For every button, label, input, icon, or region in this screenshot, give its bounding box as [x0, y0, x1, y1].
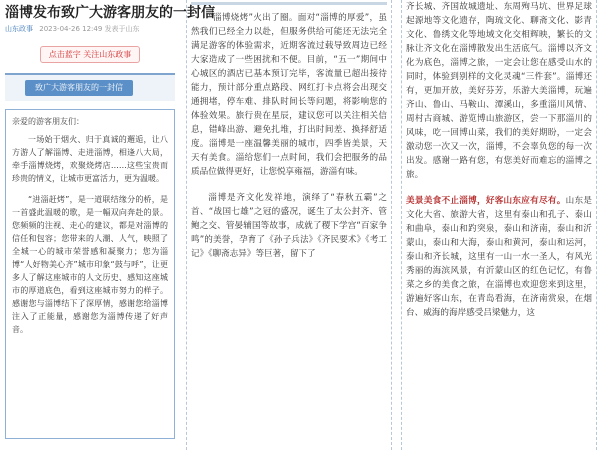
letter-paragraph-highlight [406, 194, 592, 320]
article-date: 2023-04-26 12:49 [39, 25, 103, 33]
letter-paragraph: “进淄赶烤”，是一道联结缘分的桥，是一首盛此温暖的歌，是一幅双向奔赴的景。您频频的注视、走心的建议，都是对淄博的信任和包容；您带来的人潮、人气，映照了全城一心的城市荣誉感和凝聚力；您为淄博“人好物美心齐”城市印象“鼓与呼”，让更多人了解这座城市的人文历史、感知这座城市的厚道底色，看到这座城市努力的样子。感谢您与淄博结下了深厚情，感谢您给淄博注入了正能量，感谢您为淄博传递了好声音。 [12, 195, 168, 334]
follow-prompt-wrap [3, 42, 177, 63]
letter-body [5, 109, 175, 439]
letter-paragraph: 淄博是齐文化发祥地，演绎了“春秋五霸”之首、“战国七雄”之冠的盛况，诞生了太公封齐、管鲍之交、管晏辅国等故事，成就了稷下学宫“百家争鸣”的美誉，孕育了《孙子兵法》《齐民要术》《考工记》《聊斋志异》等巨著，留下了 [191, 193, 387, 259]
article-meta [5, 24, 175, 34]
letter-banner-ribbon: 致广大游客朋友的一封信 [25, 80, 133, 96]
article-author-link[interactable]: 山东政事 [5, 25, 33, 33]
letter-banner [5, 73, 175, 101]
article-title: 淄博发布致广大游客朋友的一封信 [5, 5, 215, 21]
follow-prompt-button[interactable]: 点击蓝字 关注山东政事 [40, 46, 141, 63]
letter-paragraph-text: 美景美食不止淄博，好客山东应有尽有。山东是文化大省、旅游大省，这里有泰山和孔子、泰山和曲阜，泰山和趵突泉，泰山和济南，泰山和沂蒙山，泰山和大海，泰山和黄河，泰山和运河，泰山和齐长城，这里有一山一水一圣人，有风光秀丽的海滨风景，有沂蒙山区的红色记忆，有鲁菜之乡的美食之旅，在淄博也欢迎您来到这里，游遍好客山东，在青岛看海，在济南赏泉，在烟台、威海的海岸感受吕梁魅力，这 [406, 196, 592, 318]
letter-paragraph: 齐长城、齐国故城遗址、东周殉马坑、世界足球起源地等文化遗存，陶琉文化、聊斋文化、影青文化、鲁绣文化等地域文化交相辉映，繁长的文脉让齐文化在淄博散发出生活底气。淄博以齐文化为底色，淄博之旅，一定会让您在感受山水的同时，体验到别样的文化灵魂“三件套”。淄博还有，更加开放，美好芬芳，乐游大美淄博，玩遍齐山、鲁山、马鞍山、潭溪山，多重淄川风情、周村古商城、游览博山旅游区，尝一下那淄川的风味，吃一回博山菜，我们的美好期盼，一定会激动您一次又一次，淄博，不会辜负您的每一次出发。感谢一路有您，有您美好而难忘的淄博之旅。 [406, 2, 592, 180]
column-top-divider [191, 2, 387, 5]
letter-paragraph: 一场始于烟火、归于真诚的邂逅，让八方游人了解淄博、走进淄博，相逢八大局，牵手淄博烧烤，欢聚烧烤店……这些宝贵而珍贵的情义，让城市更富活力，更为温暖。 [12, 135, 168, 183]
right-column-frame [401, 0, 597, 450]
letter-paragraph: “淄博烧烤”火出了圈。面对“淄博的厚爱”，虽然我们已经全力以赴，但服务供给可能还无法完全满足游客的体验需求，近期客流过载导致周边已经大家造成了一些困扰和不便。目前，“五一”期间中心城区的酒店已基本预订完毕，客流量已超出接待能力，预计部分重点路段、网红打卡点将会出现交通拥堵，停车难、排队时间长等问题，将影响您的体验效果。旅行贵在星辰，建议您可以关注相关信息，错峰出游、避免扎堆，打出时间差、换择舒适度。淄博是一座温馨美丽的城市，四季皆美景，天天有美食。淄给您们一点时间，我们会把服务的品质品位做得更好，让您悦享雍福，游淄有味。 [191, 13, 387, 177]
article-place: 发表于山东 [104, 25, 140, 33]
highlight-lead-text: 美景美食不止淄博，好客山东应有尽有。 [406, 196, 566, 206]
article-column-right [398, 0, 600, 450]
article-column-left [0, 0, 215, 450]
article-column-middle [186, 0, 392, 450]
letter-greeting: 亲爱的游客朋友们： [12, 117, 84, 126]
